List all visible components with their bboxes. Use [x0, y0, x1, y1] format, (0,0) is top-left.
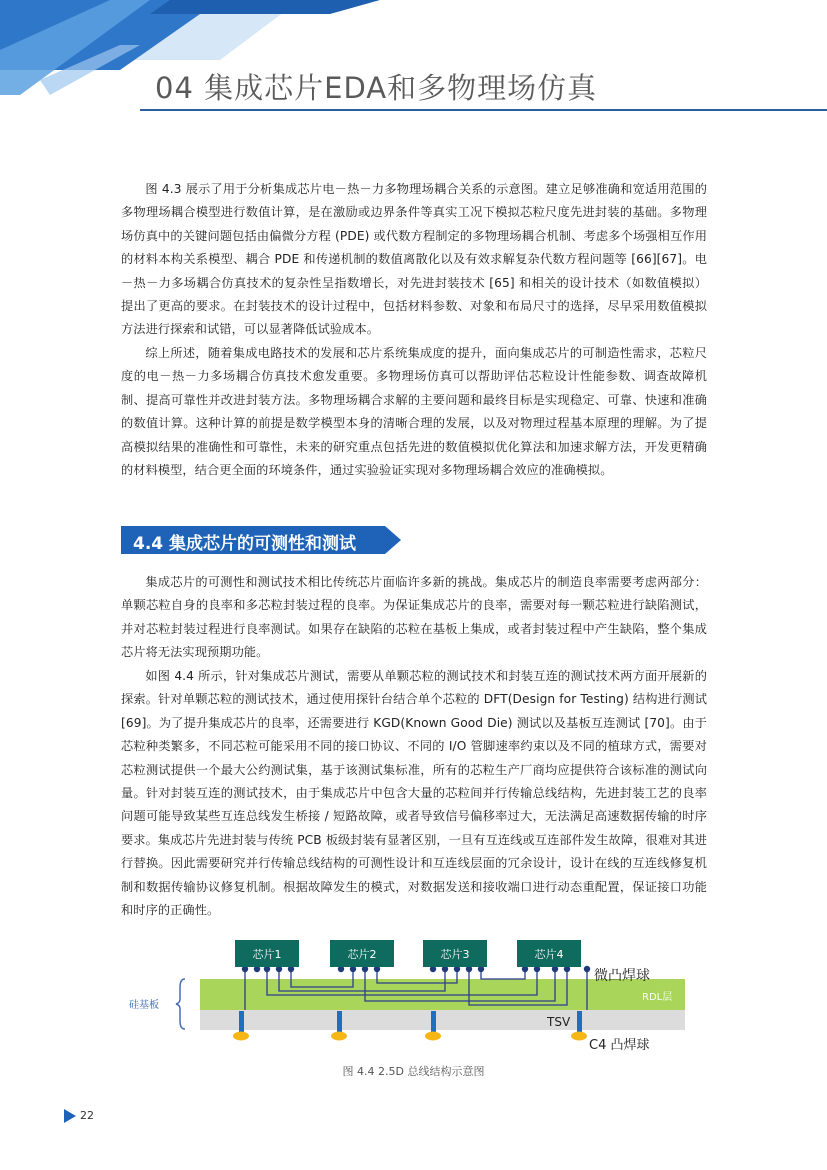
- section-title: 4.4 集成芯片的可测性和测试: [133, 534, 357, 554]
- paragraph-2: 综上所述，随着集成电路技术的发展和芯片系统集成度的提升，面向集成芯片的可制造性需求，芯粒尺度的电－热－力多场耦合仿真技术愈发重要。多物理场仿真可以帮助评估芯粒设计性能参数、调查故障机制、提高可靠性并改进封装方法。多物理场耦合求解的主要问题和最终目标是实现稳定、可靠、快速和准确的数值计算。这种计算的前提是数学模型本身的清晰合理的发展，以及对物理过程基本原理的理解。为了提高模拟结果的准确性和可靠性，未来的研究重点包括先进的数值模拟优化算法和加速求解方法，开发更精确的材料模型，结合更全面的环境条件，通过实验验证实现对多物理场耦合效应的准确模拟。: [121, 346, 707, 478]
- page-header-title: 04 集成芯片EDA和多物理场仿真: [155, 71, 598, 105]
- c4-bumps: [233, 1032, 587, 1041]
- chip-2: [330, 940, 394, 967]
- substrate-brace: [176, 979, 185, 1029]
- silicon-substrate: [200, 1010, 685, 1030]
- paragraph-3: 集成芯片的可测性和测试技术相比传统芯片面临许多新的挑战。集成芯片的制造良率需要考虑两部分：单颗芯粒自身的良率和多芯粒封装过程的良率。为保证集成芯片的良率，需要对每一颗芯粒进行缺陷测试，并对芯粒封装过程进行良率测试。如果存在缺陷的芯粒在基板上集成，或者封装过程中产生缺陷，整个集成芯片将无法实现预期功能。: [121, 575, 707, 660]
- chip-1: [235, 940, 299, 967]
- header-rule: [140, 109, 827, 111]
- chip-2-label: 芯片2: [347, 948, 377, 961]
- c4-bump-label: C4 凸焊球: [589, 1038, 650, 1053]
- chip-4: [517, 940, 581, 967]
- chip-1-label: 芯片1: [252, 948, 282, 961]
- chip-4-label: 芯片4: [534, 948, 564, 961]
- figure-caption: 图 4.4 2.5D 总线结构示意图: [342, 1065, 485, 1078]
- tsv-label: TSV: [547, 1015, 571, 1029]
- rdl-label: RDL层: [642, 992, 673, 1003]
- figure-2.5d-bus-structure: [127, 935, 687, 1060]
- chip-3: [423, 940, 487, 967]
- substrate-label: 硅基板: [129, 1000, 159, 1011]
- page-arrow-icon: [63, 1108, 77, 1124]
- paragraph-1: 图 4.3 展示了用于分析集成芯片电－热－力多物理场耦合关系的示意图。建立足够准确和宽适用范围的多物理场耦合模型进行数值计算，是在激励或边界条件等真实工况下模拟芯粒尺度先进封装的基础。多物理场仿真中的关键问题包括由偏微分方程 (PDE) 或代数方程制定的多物理场耦合机制、考虑多个场强相互作用的材料本构关系模型、耦合 PDE 和传递机制的数值离散化以及有效求解复杂代数方程问题等 [66][67]。电－热－力多场耦合仿真技术的复杂性呈指数增长，对先进封装技术 [65] 和相关的设计技术（如数值模拟）提出了更高的要求。在封装技术的设计过程中，包括材料参数、对象和布局尺寸的选择，尽早采用数值模拟方法进行探索和试错，可以显著降低试验成本。: [121, 182, 707, 337]
- page-number: 22: [80, 1109, 94, 1122]
- micro-bump-label: 微凸焊球: [594, 968, 650, 984]
- chip-3-label: 芯片3: [440, 948, 470, 961]
- paragraph-4: 如图 4.4 所示，针对集成芯片测试，需要从单颗芯粒的测试技术和封装互连的测试技术两方面开展新的探索。针对单颗芯粒的测试技术，通过使用探针台结合单个芯粒的 DFT(Design for Testing) 结构进行测试 [69]。为了提升集成芯片的良率，还需要进行 KGD(Known Good Die) 测试以及基板互连测试 [70]。由于芯粒种类繁多，不同芯粒可能采用不同的接口协议、不同的 I/O 管脚速率约束以及不同的植球方式，需要对芯粒测试提供一个最大公约测试集，基于该测试集标准，所有的芯粒生产厂商均应提供符合该标准的测试向量。针对封装互连的测试技术，由于集成芯片中包含大量的芯粒间并行传输总线结构，先进封装工艺的良率问题可能导致某些互连总线发生桥接 / 短路故障，或者导致信号偏移率过大，无法满足高速数据传输的时序要求。集成芯片先进封装与传统 PCB 板级封装有显著区别，一旦有互连线或互连部件发生故障，很难对其进行替换。因此需要研究并行传输总线结构的可测性设计和互连线层面的冗余设计，设计在线的互连线修复机制和数据传输协议修复机制。根据故障发生的模式，对数据发送和接收端口进行动态重配置，保证接口功能和时序的正确性。: [121, 669, 707, 918]
